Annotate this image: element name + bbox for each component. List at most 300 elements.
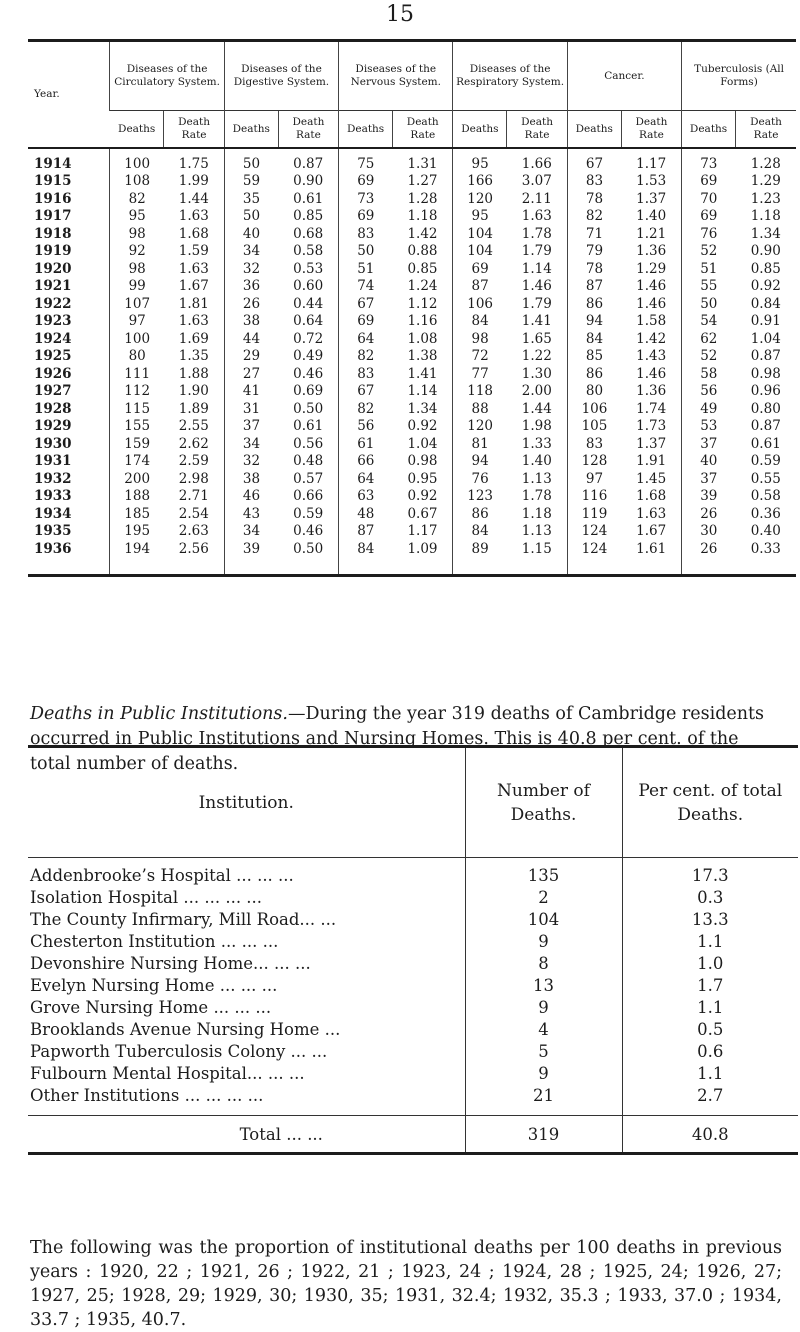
deaths-cell: 83 — [567, 173, 621, 191]
death-rate-cell: 1.18 — [750, 208, 781, 225]
death-rate-cell: 0.85 — [293, 208, 324, 225]
deaths-cell: 98 — [110, 260, 164, 278]
table-row — [28, 523, 796, 541]
deaths-cell: 83 — [567, 435, 621, 453]
death-percent: 0.5 — [622, 1018, 798, 1040]
death-rate-cell: 1.61 — [636, 540, 667, 557]
death-rate-cell: 1.15 — [521, 540, 552, 557]
death-rate-cell: 1.59 — [178, 243, 209, 260]
death-count: 9 — [465, 996, 622, 1018]
table-row — [28, 952, 798, 974]
mortality-table — [28, 39, 796, 577]
death-rate-cell: 0.57 — [293, 470, 324, 487]
death-rate-cell: 0.87 — [750, 418, 781, 435]
table-row — [28, 996, 798, 1018]
table-row — [28, 930, 798, 952]
table-row — [28, 540, 796, 575]
deaths-cell: 116 — [567, 488, 621, 506]
death-rate-cell: 1.28 — [407, 190, 438, 207]
deaths-cell: 32 — [224, 453, 278, 471]
deaths-cell: 38 — [224, 313, 278, 331]
year-cell: 1922 — [34, 295, 72, 312]
deaths-cell: 87 — [567, 278, 621, 296]
table-row — [28, 858, 798, 887]
deaths-cell: 43 — [224, 505, 278, 523]
death-rate-cell: 0.64 — [293, 313, 324, 330]
deaths-cell: 105 — [567, 418, 621, 436]
death-rate-header: Death Rate — [736, 111, 796, 149]
death-rate-cell: 2.11 — [521, 190, 552, 207]
death-rate-cell: 1.89 — [178, 400, 209, 417]
deaths-cell: 94 — [453, 453, 507, 471]
table-row — [28, 1018, 798, 1040]
deaths-cell: 59 — [224, 173, 278, 191]
deaths-header: Deaths — [224, 111, 278, 149]
death-rate-cell: 1.68 — [178, 225, 209, 242]
death-rate-cell: 2.71 — [178, 488, 209, 505]
death-rate-cell: 2.56 — [178, 540, 209, 557]
deaths-cell: 82 — [339, 348, 393, 366]
deaths-cell: 80 — [110, 348, 164, 366]
deaths-cell: 50 — [224, 148, 278, 173]
death-rate-cell: 0.50 — [293, 400, 324, 417]
deaths-cell: 200 — [110, 470, 164, 488]
death-rate-cell: 1.13 — [521, 470, 552, 487]
table-row — [28, 435, 796, 453]
deaths-cell: 124 — [567, 523, 621, 541]
percent-header: Per cent. of total Deaths. — [622, 747, 798, 858]
deaths-cell: 120 — [453, 190, 507, 208]
death-rate-cell: 1.98 — [521, 418, 552, 435]
death-rate-cell: 1.90 — [178, 383, 209, 400]
death-rate-cell: 1.08 — [407, 330, 438, 347]
deaths-cell: 76 — [682, 225, 736, 243]
deaths-cell: 36 — [224, 278, 278, 296]
death-rate-cell: 1.73 — [636, 418, 667, 435]
deaths-cell: 34 — [224, 523, 278, 541]
deaths-header: Deaths — [567, 111, 621, 149]
deaths-cell: 76 — [453, 470, 507, 488]
deaths-cell: 83 — [339, 365, 393, 383]
note-lead: Deaths in Public Institutions. — [30, 703, 288, 724]
deaths-cell: 35 — [224, 190, 278, 208]
death-rate-cell: 0.98 — [750, 365, 781, 382]
death-rate-cell: 1.28 — [750, 155, 781, 172]
institution-name: Fulbourn Mental Hospital... ... ... — [30, 1063, 305, 1083]
death-rate-cell: 0.90 — [750, 243, 781, 260]
death-rate-cell: 1.30 — [521, 365, 552, 382]
deaths-cell: 69 — [339, 313, 393, 331]
number-header: Number of Deaths. — [465, 747, 622, 858]
deaths-cell: 69 — [453, 260, 507, 278]
death-rate-cell: 1.79 — [521, 243, 552, 260]
death-rate-cell: 1.40 — [636, 208, 667, 225]
death-rate-cell: 1.78 — [521, 225, 552, 242]
year-cell: 1934 — [34, 505, 72, 522]
mortality-table-body — [28, 148, 796, 575]
deaths-cell: 44 — [224, 330, 278, 348]
institution-name: The County Infirmary, Mill Road... ... — [30, 909, 337, 929]
death-count: 5 — [465, 1040, 622, 1062]
deaths-cell: 63 — [339, 488, 393, 506]
death-percent: 2.7 — [622, 1084, 798, 1116]
death-rate-cell: 1.99 — [178, 173, 209, 190]
death-count: 21 — [465, 1084, 622, 1116]
table-row — [28, 886, 798, 908]
death-rate-cell: 1.16 — [407, 313, 438, 330]
table-row — [28, 260, 796, 278]
year-cell: 1926 — [34, 365, 72, 382]
deaths-cell: 185 — [110, 505, 164, 523]
deaths-cell: 51 — [339, 260, 393, 278]
death-percent: 0.6 — [622, 1040, 798, 1062]
deaths-cell: 128 — [567, 453, 621, 471]
deaths-cell: 69 — [682, 208, 736, 226]
category-header: Cancer. — [567, 41, 681, 111]
table-row — [28, 418, 796, 436]
institution-name: Grove Nursing Home ... ... ... — [30, 997, 272, 1017]
death-rate-cell: 1.04 — [750, 330, 781, 347]
deaths-cell: 95 — [110, 208, 164, 226]
deaths-cell: 39 — [682, 488, 736, 506]
death-rate-cell: 0.67 — [407, 505, 438, 522]
death-rate-cell: 0.68 — [293, 225, 324, 242]
table-row — [28, 400, 796, 418]
deaths-cell: 115 — [110, 400, 164, 418]
deaths-cell: 39 — [224, 540, 278, 575]
table-row — [28, 208, 796, 226]
deaths-cell: 89 — [453, 540, 507, 575]
institution-name: Evelyn Nursing Home ... ... ... — [30, 975, 278, 995]
deaths-cell: 100 — [110, 330, 164, 348]
deaths-cell: 67 — [567, 148, 621, 173]
death-rate-cell: 0.46 — [293, 365, 324, 382]
death-rate-cell: 0.44 — [293, 295, 324, 312]
deaths-cell: 86 — [567, 295, 621, 313]
deaths-cell: 26 — [682, 540, 736, 575]
death-rate-cell: 0.48 — [293, 453, 324, 470]
deaths-header: Deaths — [682, 111, 736, 149]
table-row — [28, 190, 796, 208]
death-rate-cell: 0.72 — [293, 330, 324, 347]
death-rate-cell: 1.36 — [636, 243, 667, 260]
death-rate-cell: 1.58 — [636, 313, 667, 330]
death-count: 9 — [465, 1062, 622, 1084]
total-row — [28, 1116, 798, 1154]
death-rate-cell: 0.87 — [293, 155, 324, 172]
death-percent: 1.1 — [622, 1062, 798, 1084]
year-cell: 1917 — [34, 208, 72, 225]
deaths-cell: 85 — [567, 348, 621, 366]
deaths-cell: 37 — [682, 435, 736, 453]
death-rate-cell: 1.12 — [407, 295, 438, 312]
death-rate-cell: 0.61 — [750, 435, 781, 452]
deaths-cell: 69 — [339, 208, 393, 226]
death-rate-cell: 1.88 — [178, 365, 209, 382]
death-rate-cell: 0.61 — [293, 190, 324, 207]
deaths-cell: 94 — [567, 313, 621, 331]
death-rate-cell: 1.53 — [636, 173, 667, 190]
death-rate-cell: 2.98 — [178, 470, 209, 487]
death-rate-header: Death Rate — [621, 111, 681, 149]
death-rate-cell: 0.36 — [750, 505, 781, 522]
death-count: 8 — [465, 952, 622, 974]
death-rate-cell: 1.46 — [521, 278, 552, 295]
deaths-cell: 123 — [453, 488, 507, 506]
death-rate-cell: 0.56 — [293, 435, 324, 452]
institution-name: Chesterton Institution ... ... ... — [30, 931, 279, 951]
death-rate-cell: 1.27 — [407, 173, 438, 190]
death-rate-cell: 0.92 — [750, 278, 781, 295]
death-rate-cell: 0.59 — [750, 453, 781, 470]
death-rate-cell: 1.37 — [636, 435, 667, 452]
death-percent: 17.3 — [622, 858, 798, 887]
death-rate-cell: 0.33 — [750, 540, 781, 557]
note-text: —During the year 319 deaths of Cambridge residents occurred in Public Institutions and Nursing Homes. This is 40.8 per cent. of the total number of deaths. — [30, 703, 765, 774]
table-row — [28, 908, 798, 930]
category-header: Diseases of the Nervous System. — [339, 41, 453, 111]
table-row — [28, 313, 796, 331]
death-rate-cell: 0.96 — [750, 383, 781, 400]
death-rate-cell: 0.49 — [293, 348, 324, 365]
death-rate-cell: 1.24 — [407, 278, 438, 295]
deaths-cell: 79 — [567, 243, 621, 261]
deaths-cell: 71 — [567, 225, 621, 243]
institution-name: Papworth Tuberculosis Colony ... ... — [30, 1041, 328, 1061]
deaths-cell: 86 — [453, 505, 507, 523]
death-rate-cell: 1.65 — [521, 330, 552, 347]
death-rate-cell: 1.42 — [636, 330, 667, 347]
deaths-cell: 52 — [682, 243, 736, 261]
deaths-cell: 194 — [110, 540, 164, 575]
deaths-cell: 27 — [224, 365, 278, 383]
death-rate-cell: 1.78 — [521, 488, 552, 505]
death-count: 104 — [465, 908, 622, 930]
death-rate-cell: 1.79 — [521, 295, 552, 312]
death-rate-cell: 1.63 — [521, 208, 552, 225]
deaths-cell: 82 — [567, 208, 621, 226]
deaths-header: Deaths — [110, 111, 164, 149]
deaths-cell: 159 — [110, 435, 164, 453]
deaths-cell: 26 — [682, 505, 736, 523]
deaths-cell: 84 — [453, 313, 507, 331]
death-rate-header: Death Rate — [278, 111, 338, 149]
deaths-cell: 84 — [567, 330, 621, 348]
deaths-cell: 49 — [682, 400, 736, 418]
death-rate-cell: 1.36 — [636, 383, 667, 400]
year-cell: 1929 — [34, 418, 72, 435]
year-cell: 1928 — [34, 400, 72, 417]
death-rate-cell: 1.09 — [407, 540, 438, 557]
deaths-cell: 56 — [682, 383, 736, 401]
deaths-cell: 34 — [224, 435, 278, 453]
death-rate-cell: 0.80 — [750, 400, 781, 417]
death-percent: 1.1 — [622, 996, 798, 1018]
death-rate-cell: 1.67 — [636, 523, 667, 540]
deaths-header: Deaths — [339, 111, 393, 149]
year-cell: 1931 — [34, 453, 72, 470]
deaths-cell: 97 — [110, 313, 164, 331]
deaths-cell: 40 — [682, 453, 736, 471]
death-rate-cell: 1.91 — [636, 453, 667, 470]
deaths-cell: 97 — [567, 470, 621, 488]
deaths-cell: 50 — [682, 295, 736, 313]
death-rate-cell: 1.23 — [750, 190, 781, 207]
death-rate-cell: 1.81 — [178, 295, 209, 312]
death-rate-cell: 1.45 — [636, 470, 667, 487]
deaths-cell: 107 — [110, 295, 164, 313]
deaths-cell: 88 — [453, 400, 507, 418]
deaths-cell: 106 — [453, 295, 507, 313]
deaths-cell: 34 — [224, 243, 278, 261]
death-rate-cell: 1.34 — [407, 400, 438, 417]
death-rate-cell: 1.22 — [521, 348, 552, 365]
total-label: Total ... ... — [239, 1124, 323, 1144]
death-rate-cell: 0.95 — [407, 470, 438, 487]
year-cell: 1924 — [34, 330, 72, 347]
death-rate-header: Death Rate — [507, 111, 567, 149]
death-rate-cell: 0.58 — [293, 243, 324, 260]
year-cell: 1936 — [34, 540, 72, 557]
year-cell: 1925 — [34, 348, 72, 365]
deaths-cell: 77 — [453, 365, 507, 383]
death-rate-cell: 1.41 — [521, 313, 552, 330]
death-rate-cell: 2.59 — [178, 453, 209, 470]
death-count: 9 — [465, 930, 622, 952]
death-rate-cell: 0.92 — [407, 488, 438, 505]
deaths-cell: 108 — [110, 173, 164, 191]
death-percent: 1.1 — [622, 930, 798, 952]
death-rate-cell: 1.04 — [407, 435, 438, 452]
deaths-cell: 106 — [567, 400, 621, 418]
year-cell: 1914 — [34, 155, 72, 172]
table-row — [28, 383, 796, 401]
deaths-cell: 118 — [453, 383, 507, 401]
death-rate-header: Death Rate — [164, 111, 224, 149]
death-rate-cell: 1.46 — [636, 365, 667, 382]
deaths-cell: 195 — [110, 523, 164, 541]
deaths-cell: 70 — [682, 190, 736, 208]
page-number: 15 — [386, 2, 414, 27]
death-rate-cell: 0.85 — [407, 260, 438, 277]
death-percent: 13.3 — [622, 908, 798, 930]
deaths-cell: 92 — [110, 243, 164, 261]
death-rate-cell: 0.87 — [750, 348, 781, 365]
deaths-cell: 86 — [567, 365, 621, 383]
death-rate-cell: 1.21 — [636, 225, 667, 242]
deaths-cell: 81 — [453, 435, 507, 453]
deaths-cell: 37 — [682, 470, 736, 488]
death-rate-cell: 0.60 — [293, 278, 324, 295]
table-row — [28, 505, 796, 523]
death-count: 2 — [465, 886, 622, 908]
death-rate-cell: 0.53 — [293, 260, 324, 277]
death-rate-cell: 0.61 — [293, 418, 324, 435]
deaths-cell: 53 — [682, 418, 736, 436]
death-rate-cell: 1.31 — [407, 155, 438, 172]
table-row — [28, 1062, 798, 1084]
death-rate-cell: 0.59 — [293, 505, 324, 522]
death-rate-cell: 1.69 — [178, 330, 209, 347]
death-rate-cell: 1.46 — [636, 278, 667, 295]
deaths-cell: 98 — [453, 330, 507, 348]
death-rate-cell: 0.88 — [407, 243, 438, 260]
deaths-cell: 99 — [110, 278, 164, 296]
deaths-cell: 30 — [682, 523, 736, 541]
deaths-cell: 32 — [224, 260, 278, 278]
institutions-table-body — [28, 858, 798, 1116]
deaths-cell: 84 — [453, 523, 507, 541]
year-cell: 1921 — [34, 278, 72, 295]
table-row — [28, 348, 796, 366]
death-rate-cell: 0.84 — [750, 295, 781, 312]
table-row — [28, 278, 796, 296]
death-rate-cell: 1.44 — [178, 190, 209, 207]
deaths-cell: 120 — [453, 418, 507, 436]
deaths-cell: 50 — [339, 243, 393, 261]
deaths-cell: 111 — [110, 365, 164, 383]
institution-name: Addenbrooke’s Hospital ... ... ... — [30, 865, 294, 885]
deaths-cell: 72 — [453, 348, 507, 366]
death-rate-cell: 0.58 — [750, 488, 781, 505]
institution-name: Devonshire Nursing Home... ... ... — [30, 953, 311, 973]
deaths-header: Deaths — [453, 111, 507, 149]
table-row — [28, 243, 796, 261]
year-cell: 1916 — [34, 190, 72, 207]
deaths-cell: 69 — [339, 173, 393, 191]
death-rate-cell: 1.33 — [521, 435, 552, 452]
deaths-cell: 87 — [339, 523, 393, 541]
deaths-cell: 95 — [453, 208, 507, 226]
institution-name: Isolation Hospital ... ... ... ... — [30, 887, 263, 907]
death-rate-cell: 1.67 — [178, 278, 209, 295]
deaths-cell: 75 — [339, 148, 393, 173]
death-rate-cell: 0.40 — [750, 523, 781, 540]
death-rate-cell: 1.46 — [636, 295, 667, 312]
year-cell: 1935 — [34, 523, 72, 540]
institution-header: Institution. — [198, 792, 294, 813]
death-rate-cell: 1.38 — [407, 348, 438, 365]
deaths-cell: 54 — [682, 313, 736, 331]
deaths-cell: 80 — [567, 383, 621, 401]
deaths-cell: 55 — [682, 278, 736, 296]
deaths-cell: 51 — [682, 260, 736, 278]
category-header: Diseases of the Digestive System. — [224, 41, 338, 111]
deaths-cell: 61 — [339, 435, 393, 453]
death-rate-cell: 2.62 — [178, 435, 209, 452]
death-rate-cell: 0.92 — [407, 418, 438, 435]
deaths-cell: 124 — [567, 540, 621, 575]
death-rate-cell: 0.69 — [293, 383, 324, 400]
death-rate-cell: 2.54 — [178, 505, 209, 522]
deaths-cell: 112 — [110, 383, 164, 401]
deaths-cell: 62 — [682, 330, 736, 348]
death-rate-cell: 1.29 — [636, 260, 667, 277]
deaths-cell: 73 — [339, 190, 393, 208]
death-rate-cell: 1.44 — [521, 400, 552, 417]
deaths-cell: 37 — [224, 418, 278, 436]
death-rate-cell: 1.41 — [407, 365, 438, 382]
deaths-cell: 74 — [339, 278, 393, 296]
death-rate-cell: 1.14 — [521, 260, 552, 277]
table-row — [28, 488, 796, 506]
death-count: 135 — [465, 858, 622, 887]
deaths-cell: 31 — [224, 400, 278, 418]
institution-name: Brooklands Avenue Nursing Home ... — [30, 1019, 341, 1039]
deaths-cell: 87 — [453, 278, 507, 296]
death-rate-cell: 1.66 — [521, 155, 552, 172]
deaths-cell: 26 — [224, 295, 278, 313]
